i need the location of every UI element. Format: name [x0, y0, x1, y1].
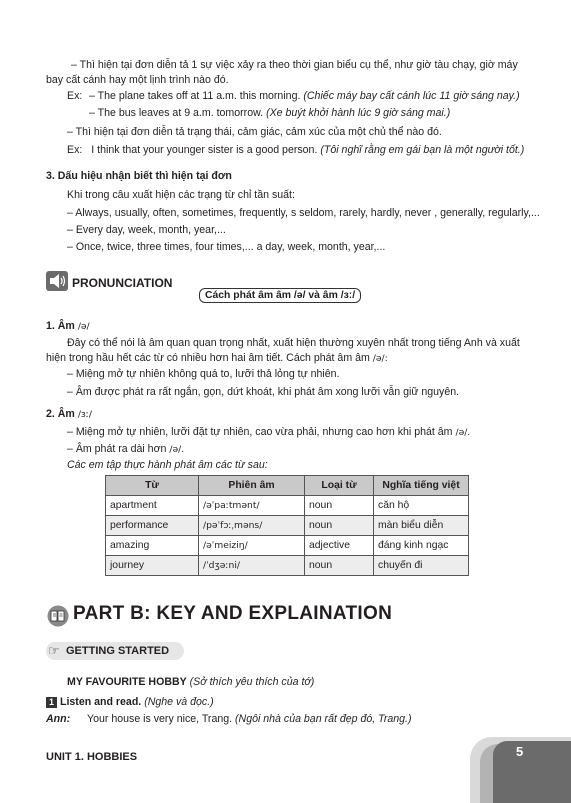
table-header: Nghĩa tiếng việt [374, 476, 469, 496]
sound-ipa: /ə/ [77, 321, 90, 332]
section-title: 3. Dấu hiệu nhận biết thì hiện tại đơn [46, 170, 232, 182]
exercise-instruction [60, 696, 214, 708]
grammar-use3-cont: bay cất cánh hay một lịnh trình nào đó. [46, 74, 229, 86]
book-icon [46, 605, 70, 627]
hobby-title-line [67, 676, 314, 688]
example-vi: (Xe buýt khởi hành lúc 9 giờ sáng mai.) [266, 107, 451, 119]
pointing-hand-icon: ☞ [48, 643, 60, 658]
subsection-heading: GETTING STARTED [66, 645, 170, 657]
section-heading: PRONUNCIATION [72, 276, 173, 290]
page-tab [493, 741, 571, 803]
table-cell: đáng kinh ngạc [374, 536, 469, 556]
example-vi: (Tôi nghĩ rằng em gái bạn là một người tốt.) [320, 144, 525, 156]
example-en: – The bus leaves at 9 a.m. tomorrow. [89, 107, 264, 119]
list-text: – Miệng mở tự nhiên, lưỡi đặt tự nhiên, cao vừa phải, nhưng cao hơn khi phát âm [67, 426, 453, 438]
example-label: Ex: [67, 90, 83, 102]
vocabulary-table [105, 475, 469, 576]
table-cell: /pəˈfɔːˌməns/ [199, 516, 305, 536]
list-text: – Âm phát ra dài hơn [67, 443, 167, 455]
table-cell: apartment [106, 496, 199, 516]
table-cell: căn hộ [374, 496, 469, 516]
sound-ipa: /ɜː/ [77, 409, 92, 420]
example-vi: (Chiếc máy bay cất cánh lúc 11 giờ sáng nay.) [303, 90, 520, 102]
part-title: PART B: KEY AND EXPLAINATION [73, 603, 393, 624]
paragraph-text: hiện trong hầu hết các từ có nhiều hơn hai âm tiết. Cách phát âm âm [46, 352, 370, 364]
signs-intro: Khi trong câu xuất hiện các trạng từ chỉ tần suất: [67, 189, 295, 201]
paragraph [46, 352, 388, 364]
table-cell: journey [106, 556, 199, 576]
grammar-use3: – Thì hiện tại đơn diễn tả 1 sự việc xảy ra theo thời gian biểu cụ thể, như giờ tàu chạy, giờ máy [71, 59, 518, 71]
table-header-row [106, 476, 469, 496]
hobby-title: MY FAVOURITE HOBBY [67, 676, 187, 688]
example-2 [89, 107, 450, 119]
list-item [67, 443, 184, 455]
example-3 [67, 144, 524, 156]
table-header: Loại từ [305, 476, 374, 496]
sound-2-heading [46, 408, 92, 420]
speaker-label: Ann: [46, 713, 71, 725]
table-cell: /ˈdʒəːni/ [199, 556, 305, 576]
dialogue-en: Your house is very nice, Trang. [87, 713, 233, 725]
paragraph: Đây có thể nói là âm quan quan trọng nhất, xuất hiện thường xuyên nhất trong tiếng Anh và xuất [67, 337, 520, 349]
table-cell: performance [106, 516, 199, 536]
table-cell: noun [305, 516, 374, 536]
example-label: Ex: [67, 144, 83, 156]
table-row [106, 496, 469, 516]
table-row [106, 516, 469, 536]
table-cell: /əˈpaːtmənt/ [199, 496, 305, 516]
list-item [67, 426, 470, 438]
sound-1-heading [46, 320, 90, 332]
instruction-vi: (Nghe và đọc.) [144, 696, 214, 708]
page-number: 5 [516, 744, 524, 759]
list-item: – Always, usually, often, sometimes, frequently, s seldom, rarely, hardly, never , generally, regularly,... [67, 207, 540, 219]
pronunciation-subtitle: Cách phát âm âm /ə/ và âm /ɜː/ [199, 288, 361, 303]
speaker-icon [46, 271, 68, 291]
grammar-use4: – Thì hiện tại đơn diễn tả trạng thái, cảm giác, cảm xúc của một chủ thể nào đó. [67, 126, 442, 138]
dialogue-line [87, 713, 412, 725]
sound-title: 2. Âm [46, 408, 75, 420]
instruction-en: Listen and read. [60, 696, 142, 708]
practice-instruction: Các em tập thực hành phát âm các từ sau: [67, 459, 268, 471]
table-cell: /əˈmeiziŋ/ [199, 536, 305, 556]
list-item: – Every day, week, month, year,... [67, 224, 226, 236]
example-en: – The plane takes off at 11 a.m. this morning. [89, 90, 301, 102]
list-item: – Miệng mở tự nhiên không quá to, lưỡi thả lỏng tự nhiên. [67, 368, 340, 380]
paragraph-ipa: /ə/: [372, 353, 388, 364]
sound-title: 1. Âm [46, 320, 75, 332]
table-header: Phiên âm [199, 476, 305, 496]
table-cell: noun [305, 496, 374, 516]
list-ipa: /ə/. [455, 427, 471, 438]
table-cell: màn biểu diễn [374, 516, 469, 536]
table-cell: chuyến đi [374, 556, 469, 576]
table-cell: amazing [106, 536, 199, 556]
hobby-translation: (Sở thích yêu thích của tớ) [189, 676, 315, 688]
example-1 [89, 90, 520, 102]
list-item: – Once, twice, three times, four times,... a day, week, month, year,... [67, 241, 386, 253]
table-cell: noun [305, 556, 374, 576]
dialogue-vi: (Ngôi nhà của bạn rất đẹp đó, Trang.) [235, 713, 412, 725]
exercise-number: 1 [46, 697, 57, 708]
list-item: – Âm được phát ra rất ngắn, gọn, dứt khoát, khi phát âm xong lưỡi vẫn giữ nguyên. [67, 386, 460, 398]
table-row [106, 556, 469, 576]
list-ipa: /ə/. [169, 444, 185, 455]
table-row [106, 536, 469, 556]
example-en: I think that your younger sister is a good person. [91, 144, 318, 156]
table-header: Từ [106, 476, 199, 496]
footer-unit: UNIT 1. HOBBIES [46, 751, 138, 763]
table-cell: adjective [305, 536, 374, 556]
